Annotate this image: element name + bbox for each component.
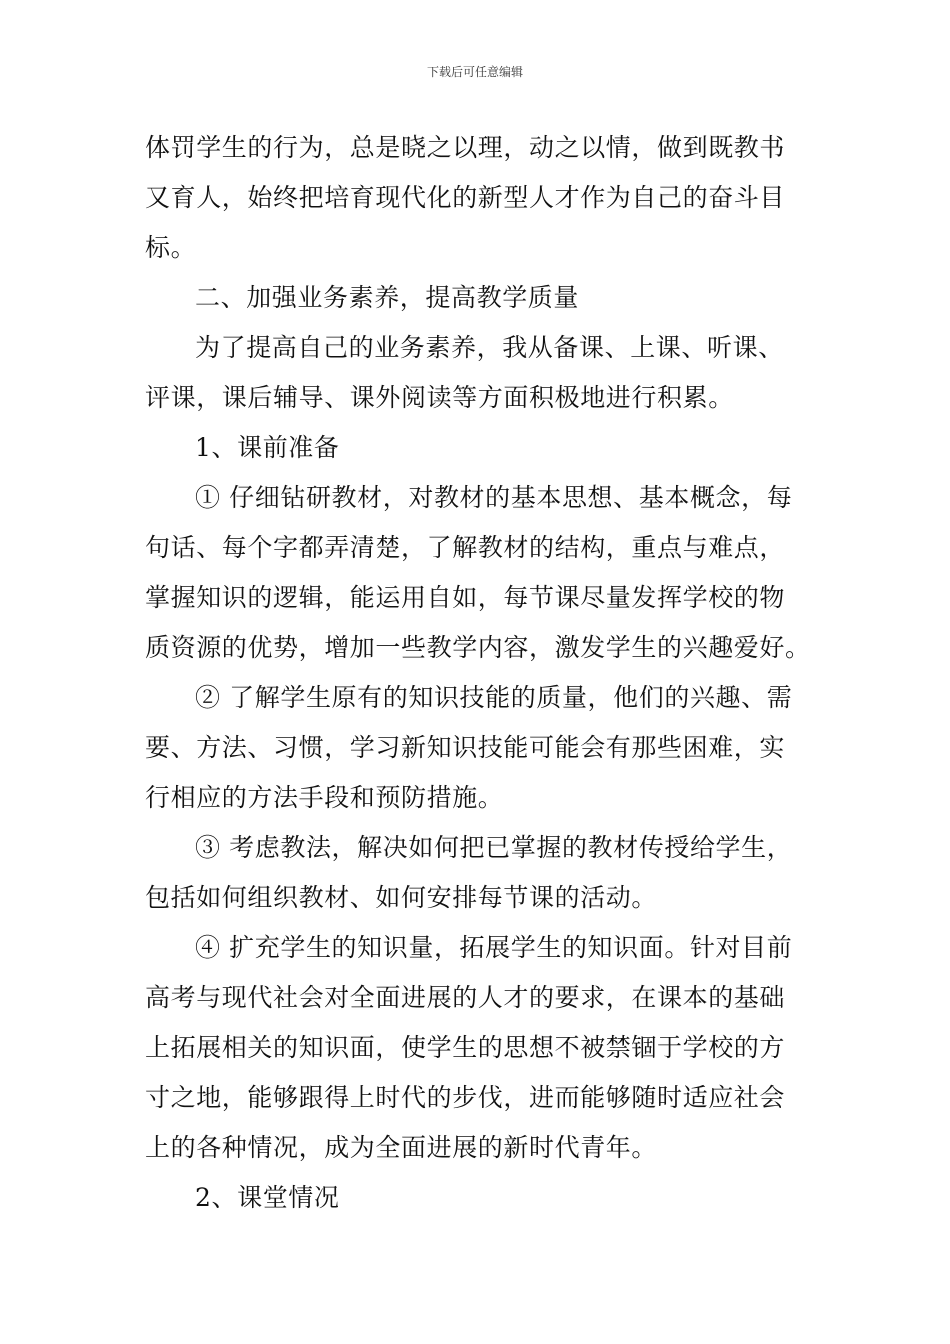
- text-line: 上拓展相关的知识面，使学生的思想不被禁锢于学校的方: [145, 1033, 786, 1062]
- text-line: 质资源的优势，增加一些教学内容，激发学生的兴趣爱好。: [145, 633, 811, 662]
- text-line: 高考与现代社会对全面进展的人才的要求，在课本的基础: [145, 983, 786, 1012]
- text-line: 掌握知识的逻辑，能运用自如，每节课尽量发挥学校的物: [145, 583, 786, 612]
- text-line: 行相应的方法手段和预防措施。: [145, 783, 504, 812]
- page-header: 下载后可任意编辑: [426, 65, 523, 79]
- text-line: 上的各种情况，成为全面进展的新时代青年。: [145, 1133, 658, 1162]
- text-line: 标。: [145, 233, 197, 262]
- subsection-heading: 1、课前准备: [195, 433, 340, 462]
- text-line: ③ 考虑教法，解决如何把已掌握的教材传授给学生，: [195, 833, 793, 862]
- text-line: ① 仔细钻研教材，对教材的基本思想、基本概念，每: [195, 483, 793, 512]
- text-line: 句话、每个字都弄清楚，了解教材的结构，重点与难点，: [145, 533, 786, 562]
- text-line: ② 了解学生原有的知识技能的质量，他们的兴趣、需: [195, 683, 793, 712]
- text-line: 评课，课后辅导、课外阅读等方面积极地进行积累。: [145, 383, 734, 412]
- text-line: ④ 扩充学生的知识量，拓展学生的知识面。针对目前: [195, 933, 793, 962]
- document-body: [145, 128, 810, 1228]
- text-line: 又育人，始终把培育现代化的新型人才作为自己的奋斗目: [145, 183, 786, 212]
- text-line: 要、方法、习惯，学习新知识技能可能会有那些困难，实: [145, 733, 786, 762]
- subsection-heading: 2、课堂情况: [195, 1183, 340, 1212]
- text-line: 寸之地，能够跟得上时代的步伐，进而能够随时适应社会: [145, 1083, 786, 1112]
- text-line: 体罚学生的行为，总是晓之以理，动之以情，做到既教书: [145, 133, 786, 162]
- text-line: 为了提高自己的业务素养，我从备课、上课、听课、: [195, 333, 784, 362]
- text-line: 包括如何组织教材、如何安排每节课的活动。: [145, 883, 658, 912]
- section-heading: 二、加强业务素养，提高教学质量: [195, 283, 580, 312]
